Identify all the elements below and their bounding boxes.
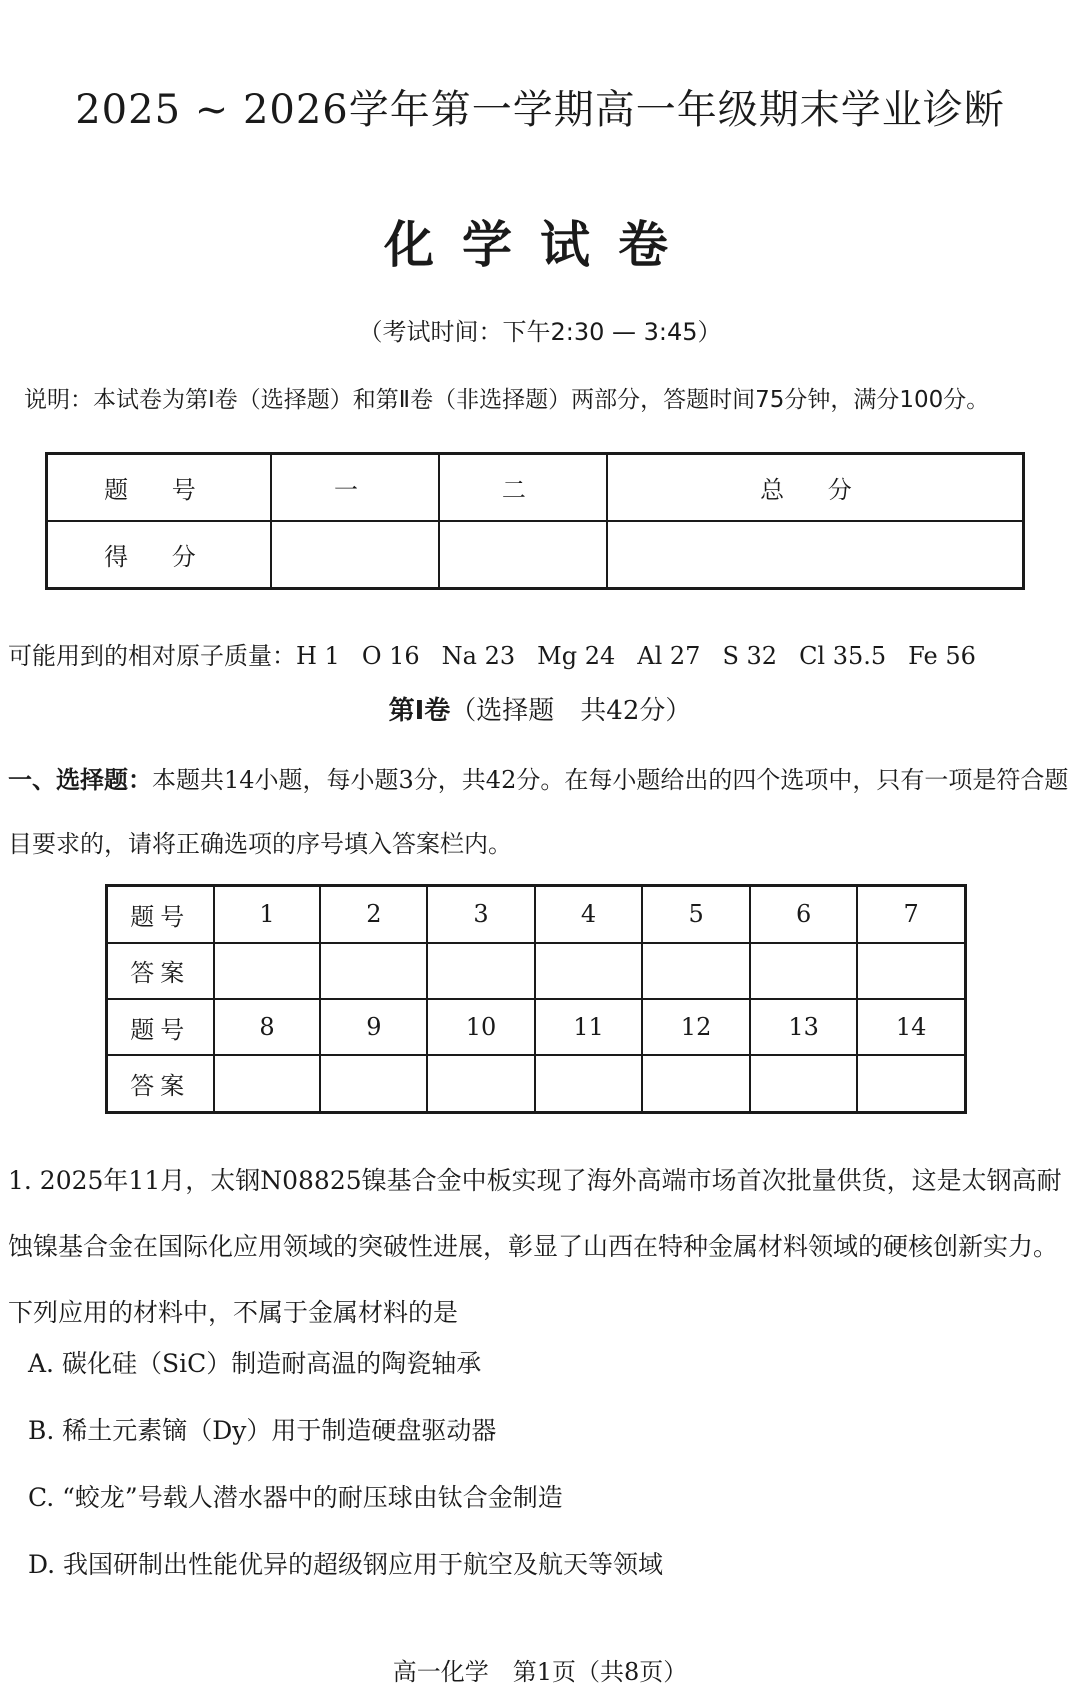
atomic-mass-item: Mg 24 [537,642,616,670]
atomic-mass-item: Al 27 [637,642,701,670]
option-b: B. 稀土元素镝（Dy）用于制造硬盘驱动器 [28,1416,497,1445]
question-number-cell: 12 [642,999,750,1055]
part-one-detail: （选择题 共42分） [450,696,692,726]
answer-row-label: 答案 [107,943,214,999]
part-one-heading [0,690,1080,727]
atomic-mass-line [8,636,998,671]
atomic-mass-item: S 32 [722,642,778,670]
answer-cell[interactable] [750,1055,858,1112]
question-number-cell: 7 [857,886,965,943]
atomic-mass-item: H 1 [296,642,340,670]
answer-row-label: 题号 [107,886,214,943]
question-number-cell: 8 [214,999,321,1055]
answer-cell[interactable] [750,943,858,999]
question-number-cell: 4 [535,886,643,943]
answer-table-answer-row [107,943,966,999]
part-one-label: 第Ⅰ卷 [388,696,451,726]
answer-table-number-row [107,999,966,1055]
answer-cell[interactable] [535,943,643,999]
answer-row-label: 题号 [107,999,214,1055]
atomic-mass-item: Na 23 [441,642,516,670]
answer-cell[interactable] [857,1055,965,1112]
question-number-cell: 14 [857,999,965,1055]
answer-cell[interactable] [320,1055,427,1112]
atomic-mass-item: O 16 [361,642,420,670]
atomic-mass-label: 可能用到的相对原子质量： [8,642,296,670]
score-row-label: 得 分 [47,521,272,589]
answer-table [105,884,967,1114]
answer-cell[interactable] [427,1055,535,1112]
question-1-stem: 1. 2025年11月，太钢N08825镍基合金中板实现了海外高端市场首次批量供货，这是太钢高耐蚀镍基合金在国际化应用领域的突破性进展，彰显了山西在特种金属材料领域的硬核创新实力。下列应用的材料中，不属于金属材料的是 [8,1166,1062,1327]
answer-cell[interactable] [642,943,750,999]
exam-time: （考试时间：下午2:30 — 3:45） [358,318,722,346]
answer-table-answer-row [107,1055,966,1112]
question-number-cell: 3 [427,886,535,943]
score-table-header-row [47,454,1024,522]
score-cell[interactable] [607,521,1024,589]
answer-cell[interactable] [320,943,427,999]
page-footer: 高一化学 第1页（共8页） [392,1658,688,1686]
option-d: D. 我国研制出性能优异的超级钢应用于航空及航天等领域 [28,1550,664,1579]
score-cell[interactable] [271,521,439,589]
subject-title: 化学试卷 [384,216,696,274]
section-one-label: 一、选择题： [8,766,152,794]
question-number-cell: 11 [535,999,643,1055]
option-a: A. 碳化硅（SiC）制造耐高温的陶瓷轴承 [28,1349,482,1378]
answer-cell[interactable] [214,1055,321,1112]
section-one-intro [8,748,1070,876]
answer-cell[interactable] [535,1055,643,1112]
instructions: 说明：本试卷为第Ⅰ卷（选择题）和第Ⅱ卷（非选择题）两部分，答题时间75分钟，满分100分。 [24,387,990,413]
question-number-cell: 1 [214,886,321,943]
question-number-cell: 10 [427,999,535,1055]
score-cell[interactable] [439,521,607,589]
score-table [45,452,1025,590]
score-header-cell: 总 分 [607,454,1024,522]
atomic-mass-item: Fe 56 [908,642,976,670]
answer-cell[interactable] [427,943,535,999]
score-table-score-row [47,521,1024,589]
option-c: C. “蛟龙”号载人潜水器中的耐压球由钛合金制造 [28,1483,563,1512]
question-number-cell: 9 [320,999,427,1055]
answer-cell[interactable] [214,943,321,999]
score-header-cell: 题 号 [47,454,272,522]
answer-row-label: 答案 [107,1055,214,1112]
question-number-cell: 2 [320,886,427,943]
answer-cell[interactable] [642,1055,750,1112]
section-one-text: 本题共14小题，每小题3分，共42分。在每小题给出的四个选项中，只有一项是符合题目要求的，请将正确选项的序号填入答案栏内。 [8,766,1069,858]
score-header-cell: 二 [439,454,607,522]
question-1 [8,1148,1070,1346]
question-number-cell: 13 [750,999,858,1055]
answer-cell[interactable] [857,943,965,999]
exam-title: 2025 ~ 2026学年第一学期高一年级期末学业诊断 [75,87,1005,133]
question-number-cell: 6 [750,886,858,943]
question-number-cell: 5 [642,886,750,943]
score-header-cell: 一 [271,454,439,522]
answer-table-number-row [107,886,966,943]
question-1-options [28,1330,663,1598]
atomic-mass-item: Cl 35.5 [799,642,887,670]
